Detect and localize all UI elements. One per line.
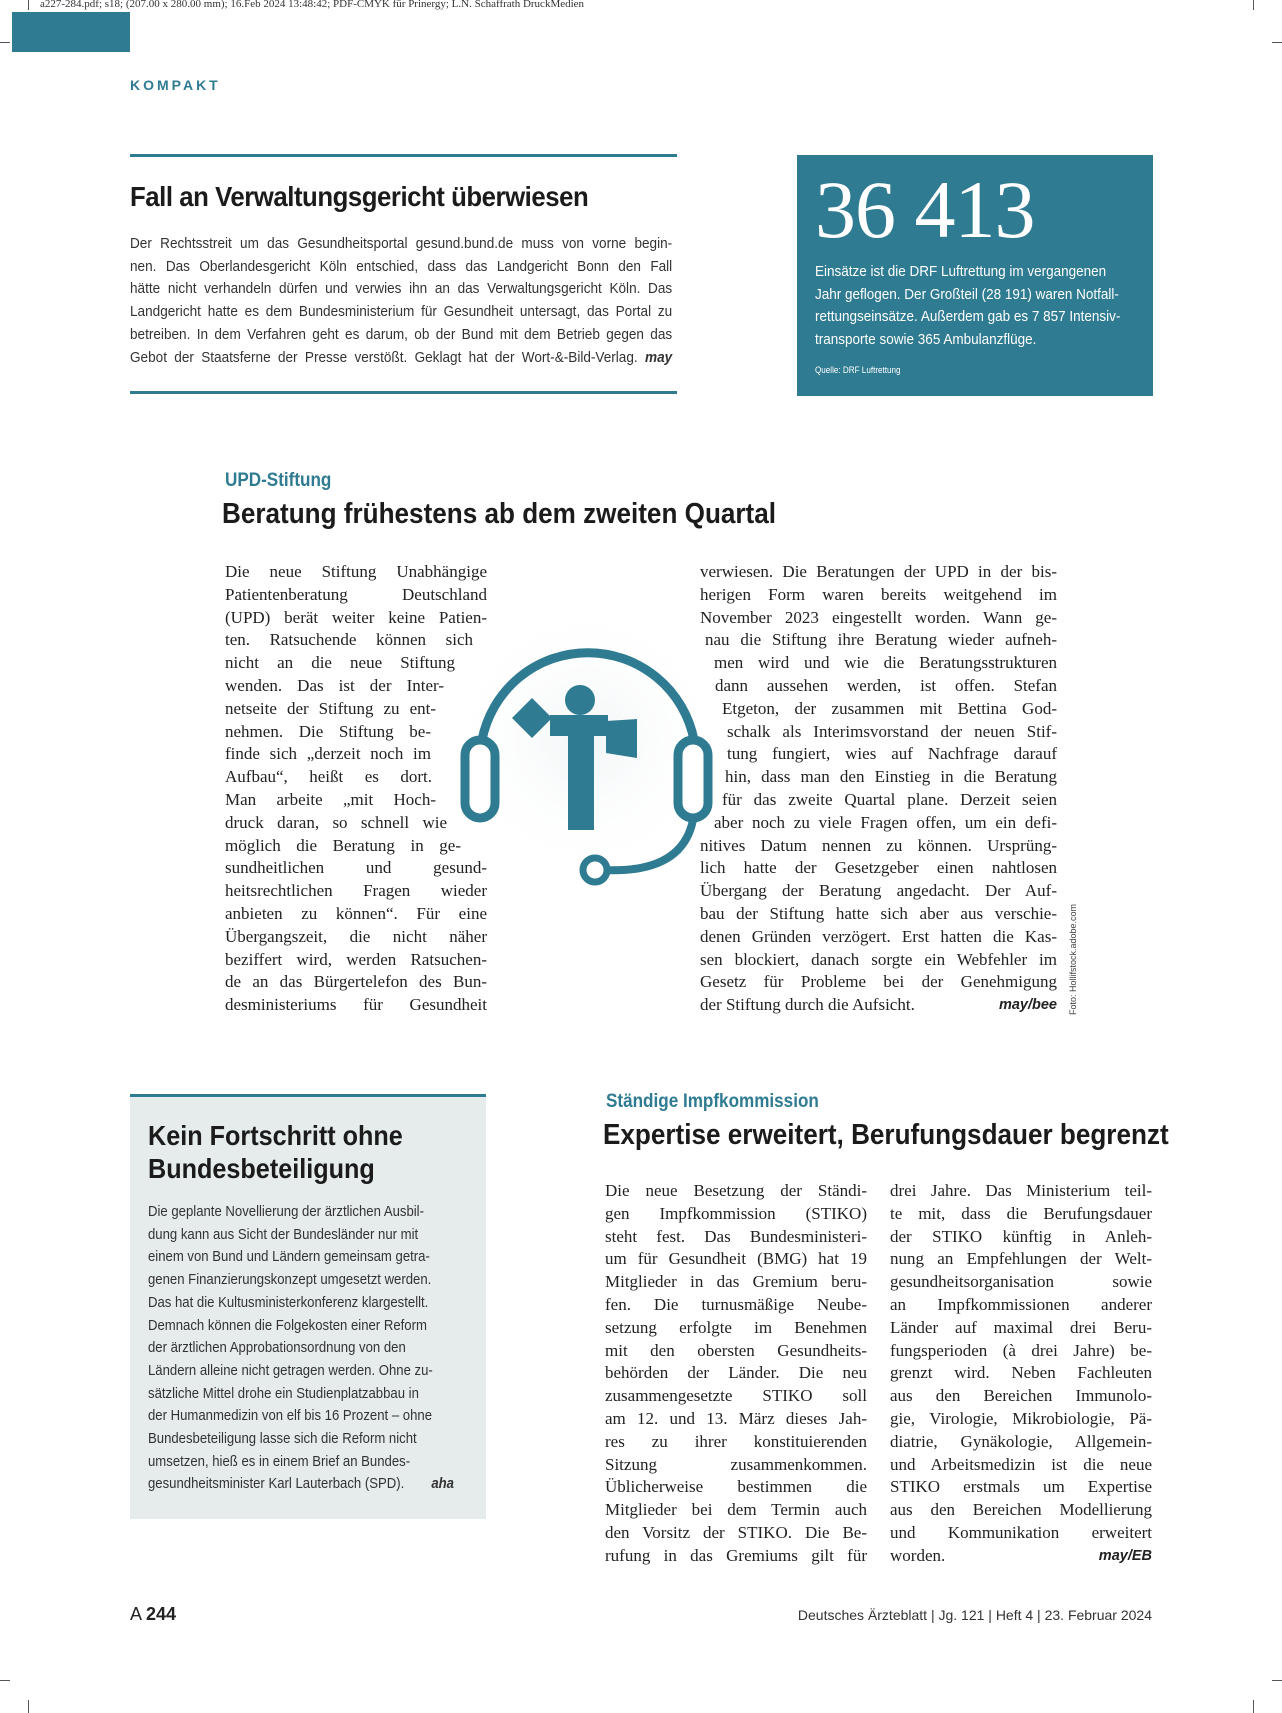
- stat-line: rettungseinsätze. Außerdem gab es 7 857 Intensiv-: [815, 308, 1121, 325]
- col-line: Gesetz für Probleme bei der Genehmigung: [700, 972, 1057, 992]
- author-signature: may/EB: [1098, 1547, 1152, 1564]
- col-line: res zu ihrer konstituierenden: [605, 1431, 867, 1451]
- stat-line: Jahr geflogen. Der Großteil (28 191) waren Notfall-: [815, 285, 1119, 303]
- article-kicker: Ständige Impfkommission: [606, 1091, 819, 1112]
- body-line-last: [148, 1473, 454, 1496]
- col-line: hin, dass man den Einstieg in die Beratung: [725, 767, 1057, 787]
- stat-box: [797, 155, 1153, 396]
- body-line-text: Gebot der Staatsferne der Presse verstößt. Geklagt hat der Wort-&-Bild-Verlag.: [130, 349, 638, 366]
- print-info-line: a227-284.pdf; s18; (207.00 x 280.00 mm); 16.Feb 2024 13:48:42; PDF-CMYK für Prinergy; L.N. Schaffrath DruckMedien: [40, 0, 585, 10]
- col-line: gen Impfkommission (STIKO): [605, 1203, 867, 1223]
- col-line: Man arbeite „mit Hoch-: [225, 789, 436, 809]
- col-line: Übergangszeit, die nicht näher: [225, 926, 487, 946]
- body-line-last: [130, 347, 672, 370]
- col-line: tung fungiert, wies auf Nachfrage darauf: [727, 744, 1057, 764]
- corner-color-tab: [12, 12, 130, 52]
- col-line: möglich die Beratung in ge-: [225, 835, 461, 855]
- headline-line: Bundesbeteiligung: [148, 1153, 375, 1184]
- page-prefix: A: [130, 1604, 142, 1624]
- crop-mark: [0, 1680, 10, 1681]
- col-line: (UPD) berät weiter keine Patien-: [225, 607, 487, 627]
- col-line: STIKO erstmals um Expertise: [890, 1477, 1152, 1497]
- photo-credit: Foto: Hollifstock.adobe.com: [1068, 903, 1078, 1015]
- col-line: mit den obersten Gesundheits-: [605, 1340, 867, 1360]
- col-line: ten. Ratsuchende können sich: [225, 630, 473, 650]
- body-line: nen. Das Oberlandesgericht Köln entschied, dass das Landgericht Bonn den Fall: [130, 258, 673, 275]
- col-line: Üblicherweise bestimmen die: [605, 1477, 867, 1497]
- article-column-left: [605, 1180, 867, 1568]
- article-headline: [148, 1119, 472, 1185]
- body-line: der ärztlichen Approbationsordnung von den: [148, 1340, 406, 1357]
- col-line: schalk als Interimsvorstand der neuen Stif-: [727, 721, 1057, 741]
- author-signature: may: [645, 349, 673, 366]
- col-line: men wird und wie die Beratungsstrukturen: [714, 653, 1057, 673]
- article-body: [130, 233, 672, 369]
- col-line: Patientenberatung Deutschland: [225, 584, 487, 604]
- article-headline: Fall an Verwaltungsgericht überwiesen: [130, 181, 589, 212]
- col-line-text: worden.: [890, 1545, 946, 1565]
- body-line: Die geplante Novellierung der ärztlichen Ausbil-: [148, 1204, 424, 1220]
- col-line: drei Jahre. Das Ministerium teil-: [890, 1181, 1152, 1200]
- col-line: rufung in das Gremiums gilt für: [605, 1545, 867, 1565]
- col-line-text: der Stiftung durch die Aufsicht.: [700, 995, 915, 1015]
- body-line: sätzliche Mittel drohe ein Studienplatzabbau in: [148, 1385, 419, 1402]
- article-column-right: [700, 561, 1057, 1017]
- crop-mark: [1253, 1700, 1254, 1713]
- section-label: KOMPAKT: [130, 77, 221, 93]
- col-line: den Vorsitz der STIKO. Die Be-: [605, 1522, 867, 1542]
- col-line: am 12. und 13. März dieses Jah-: [605, 1408, 867, 1428]
- body-line: Das hat die Kultusministerkonferenz klargestellt.: [148, 1294, 429, 1311]
- stat-line: transporte sowie 365 Ambulanzflüge.: [815, 330, 1037, 348]
- col-line: de an das Bürgertelefon des Bun-: [225, 972, 487, 992]
- col-line: Länder auf maximal drei Beru-: [890, 1317, 1152, 1337]
- col-line: Etgeton, der zusammen mit Bettina God-: [722, 698, 1057, 718]
- col-line: und Kommunikation erweitert: [890, 1522, 1152, 1542]
- author-signature: may/bee: [998, 997, 1057, 1014]
- col-line: druck daran, so schnell wie: [225, 812, 447, 832]
- col-line: fungsperioden (à drei Jahre) be-: [890, 1340, 1152, 1360]
- journal-info: Deutsches Ärzteblatt | Jg. 121 | Heft 4 | 23. Februar 2024: [797, 1607, 1152, 1623]
- col-line-last: [890, 1545, 1152, 1568]
- col-line: diatrie, Gynäkologie, Allgemein-: [890, 1431, 1152, 1451]
- body-line: umsetzen, hieß es in einem Brief an Bundes-: [148, 1453, 411, 1470]
- col-line: Die neue Stiftung Unabhängige: [225, 562, 487, 581]
- crop-mark: [0, 42, 10, 43]
- stat-description: [815, 261, 1134, 351]
- col-line: fen. Die turnusmäßige Neube-: [605, 1294, 867, 1314]
- article-column-left: [225, 561, 487, 1017]
- col-line: herigen Form waren bereits weitgehend im: [700, 584, 1057, 604]
- body-line: Ländern alleine nicht getragen werden. Ohne zu-: [148, 1362, 433, 1379]
- crop-mark: [1272, 1680, 1282, 1681]
- body-line: betreiben. In dem Verfahren geht es darum, ob der Bund mit dem Betrieb gegen das: [130, 326, 673, 343]
- col-line: sundheitlichen und gesund-: [225, 858, 487, 878]
- col-line: te mit, dass die Berufungsdauer: [890, 1203, 1152, 1223]
- col-line: um für Gesundheit (BMG) hat 19: [605, 1249, 867, 1269]
- col-line: zusammengesetzte STIKO soll: [605, 1386, 867, 1406]
- author-signature: aha: [431, 1476, 454, 1493]
- article-headline: Beratung frühestens ab dem zweiten Quartal: [222, 498, 777, 530]
- col-line: verwiesen. Die Beratungen der UPD in der bis-: [700, 562, 1057, 581]
- body-line: einem von Bund und Ländern gemeinsam getra-: [148, 1249, 430, 1266]
- article-column-right: [890, 1180, 1152, 1568]
- col-line: behörden der Länder. Die neu: [605, 1363, 867, 1383]
- article-verwaltungsgericht: [130, 154, 677, 394]
- col-line: Übergang der Beratung angedacht. Der Auf-: [700, 881, 1057, 901]
- crop-mark: [28, 0, 29, 10]
- headline-line: Kein Fortschritt ohne: [148, 1120, 403, 1151]
- col-line: wenden. Das ist der Inter-: [225, 675, 444, 695]
- article-headline: Expertise erweitert, Berufungsdauer begrenzt: [603, 1119, 1169, 1151]
- body-line: Der Rechtsstreit um das Gesundheitsportal gesund.bund.de muss von vorne begin-: [130, 236, 673, 252]
- body-line-text: gesundheitsminister Karl Lauterbach (SPD).: [148, 1476, 405, 1493]
- col-line: gie, Virologie, Mikrobiologie, Pä-: [890, 1408, 1152, 1428]
- col-line: nehmen. Die Stiftung be-: [225, 721, 431, 741]
- page-number: [130, 1604, 176, 1625]
- body-line: der Humanmedizin von elf bis 16 Prozent – ohne: [148, 1408, 433, 1425]
- stat-number: 36 413: [815, 164, 1035, 255]
- col-line: nicht an die neue Stiftung: [225, 653, 455, 673]
- col-line: aber noch zu viele Fragen offen, um ein defi-: [714, 812, 1057, 832]
- col-line: nau die Stiftung ihre Beratung wieder aufneh-: [705, 630, 1057, 650]
- col-line: aus den Bereichen Immunolo-: [890, 1386, 1152, 1406]
- col-line: Die neue Besetzung der Ständi-: [605, 1181, 867, 1200]
- col-line: anbieten zu können“. Für eine: [225, 903, 487, 923]
- col-line: denen Gründen verzögert. Erst hatten die Kas-: [700, 926, 1057, 946]
- crop-mark: [28, 1700, 29, 1713]
- crop-mark: [1272, 42, 1282, 43]
- col-line: November 2023 eingestellt worden. Wann ge-: [700, 607, 1057, 627]
- col-line: Aufbau“, heißt es dort.: [225, 767, 432, 787]
- col-line: für das zweite Quartal plane. Derzeit seien: [722, 789, 1057, 809]
- body-line: genen Finanzierungskonzept umgesetzt werden.: [148, 1272, 432, 1289]
- upd-headset-person-icon: [450, 612, 720, 902]
- col-line: dann aussehen werden, ist offen. Stefan: [715, 675, 1057, 695]
- article-kicker: UPD-Stiftung: [225, 470, 332, 491]
- body-line: Demnach können die Folgekosten einer Reform: [148, 1317, 427, 1334]
- body-line: dung kann aus Sicht der Bundesländer nur mit: [148, 1226, 419, 1243]
- col-line: netseite der Stiftung zu ent-: [225, 698, 436, 718]
- col-line: nung an Empfehlungen der Welt-: [890, 1249, 1152, 1269]
- body-line: Landgericht hatte es dem Bundesministerium für Gesundheit untersagt, das Portal zu: [130, 304, 673, 321]
- col-line: aus den Bereichen Modellierung: [890, 1500, 1152, 1520]
- col-line: der STIKO künftig in Anleh-: [890, 1226, 1152, 1246]
- col-line: gesundheitsorganisation sowie: [890, 1272, 1152, 1292]
- col-line: grenzt wird. Neben Fachleuten: [890, 1363, 1152, 1383]
- stat-source: Quelle: DRF Luftrettung: [815, 365, 901, 375]
- col-line: steht fest. Das Bundesministeri-: [605, 1226, 867, 1246]
- article-body: [148, 1201, 468, 1496]
- col-line: desministeriums für Gesundheit: [225, 995, 487, 1015]
- col-line: sen blockiert, danach sorgte ein Webfehler im: [700, 949, 1057, 969]
- col-line: Sitzung zusammenkommen.: [605, 1454, 867, 1474]
- page-number-value: 244: [146, 1604, 177, 1624]
- col-line: lich hatte der Gesetzgeber einen nahtlosen: [700, 858, 1057, 878]
- col-line: setzung erfolgte im Benehmen: [605, 1317, 867, 1337]
- col-line: heitsrechtlichen Fragen wieder: [225, 881, 487, 901]
- col-line: finde sich „derzeit noch im: [225, 744, 431, 764]
- col-line: Mitglieder in das Gremium beru-: [605, 1272, 867, 1292]
- col-line: nitives Datum nennen zu können. Ursprüng-: [700, 835, 1057, 855]
- col-line: Mitglieder bei dem Termin auch: [605, 1500, 867, 1520]
- crop-mark: [1253, 0, 1254, 10]
- body-line: hätte nicht verhandeln dürfen und verwies ihn an das Verwaltungsgericht Köln. Das: [130, 281, 673, 298]
- col-line-last: [700, 994, 1057, 1017]
- col-line: beziffert wird, werden Ratsuchen-: [225, 949, 487, 969]
- stat-line: Einsätze ist die DRF Luftrettung im vergangenen: [815, 263, 1107, 280]
- col-line: an Impfkommissionen anderer: [890, 1294, 1152, 1314]
- article-box-bundesbeteiligung: [130, 1094, 486, 1519]
- col-line: und Arbeitsmedizin ist die neue: [890, 1454, 1152, 1474]
- col-line: bau der Stiftung hatte sich aber aus verschie-: [700, 903, 1057, 923]
- body-line: Bundesbeteiligung lasse sich die Reform nicht: [148, 1431, 417, 1448]
